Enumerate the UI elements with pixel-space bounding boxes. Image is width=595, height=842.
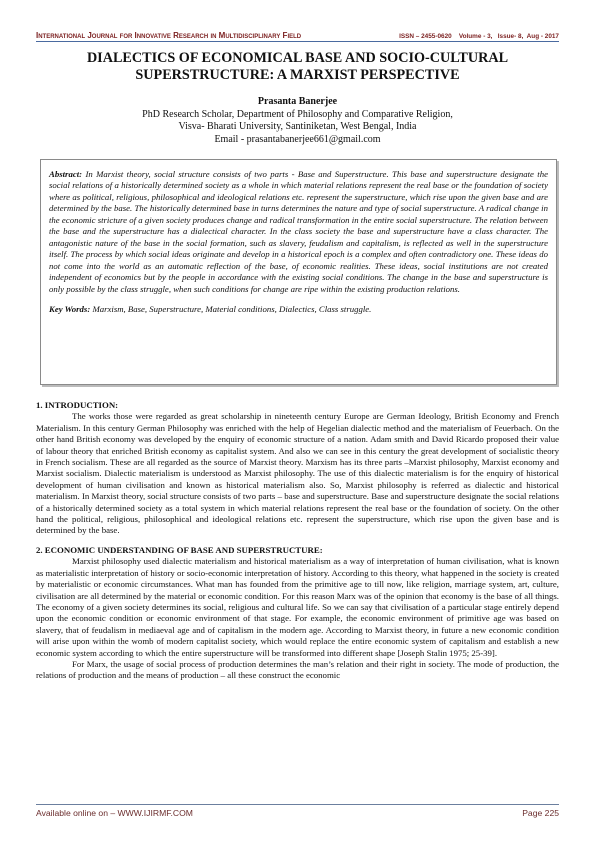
header-rule (36, 41, 559, 42)
volume: Volume - 3, (458, 33, 493, 40)
body-text (36, 400, 559, 682)
section-heading-introduction: 1. INTRODUCTION: (36, 400, 119, 410)
section-heading-economic-understanding: 2. ECONOMIC UNDERSTANDING OF BASE AND SUPERSTRUCTURE: (36, 544, 323, 555)
page-number: Page 225 (522, 808, 559, 818)
keywords (49, 304, 548, 315)
abstract-paragraph (49, 169, 548, 295)
abstract-text: In Marxist theory, social structure consists of two parts - Base and Superstructure. This base and superstructure designate the social relations of a historically determined society as a whole in which material relations represent the real base or the foundation of society where as political, religious, philosophical and ideological relations etc. represent the superstructure, which rise upon the given base and are determined by the base. The historically determined base in turns determines the nature and type of social superstructure. A radical change in the economic stricture of a given society produces change and radical transformation in the entire social superstructure. The relation between the base and the superstructure has a dialectical character. In the class society the base and superstructure have a class character. The antagonistic nature of the base in the social formation, such as slavery, feudalism and capitalism, is reflected as well in the superstructure itself. The process by which social ideas originate and develop in a historical epoch is a complex and often contradictory one. These ideas do not come into the world as an automatic reflection of the base, of economic realities. These ideas, social institutions are not created independent of economics but by the people in accordance with the existing social conditions. The change in the base and superstructure is only possible by the class struggle, when such conditions for change are ripe within the existing production relations. (49, 169, 548, 294)
author-email: Email - prasantabanerjee661@gmail.com (214, 133, 381, 145)
running-header (36, 26, 559, 40)
footer-rule (36, 804, 559, 805)
issue-date: Aug - 2017 (526, 33, 559, 40)
author-affiliation-2: Visva- Bharati University, Santiniketan, West Bengal, India (178, 121, 417, 132)
abstract-label: Abstract: (49, 169, 83, 179)
issn: ISSN – 2455-0620 (399, 33, 452, 40)
issue: Issue- 8, (497, 33, 524, 40)
keywords-label: Key Words: (49, 303, 91, 314)
author-name: Prasanta Banerjee (257, 96, 338, 107)
paragraph: Marxist philosophy used dialectic materialism and historical materialism as a way of interpretation of human civilisation, what is known as materialistic interpretation of history or socio-economic interpretation of history. According to this theory, what happened in the society is created by materialistic or economic circumstances. What man has founded from the primitive age to till now, like religion, marriage system, art, culture, civilisation are all determined by the material or economic condition. For this reason Marx was of the opinion that economy is the base of all things. The economy of a given society determines its social, religious and cultural life. So we can say that civilisation of a particular stage entirely depend upon the economic condition or economic environment of that stage. For example, the economic environment of primitive age was based on slavery, that of feudalism in mediaeval age and of capitalism in the modern age. According to Marxist theory, in future a new economic condition will arise upon within the womb of modern capitalist society, which would replace the entire economic system of capitalism and establish a new economic system according to which the entire superstructure will be transformed into different shape [Joseph Stalin 1975; 25-39]. (36, 556, 559, 658)
paper-title: DIALECTICS OF ECONOMICAL BASE AND SOCIO-CULTURAL SUPERSTRUCTURE: A MARXIST PERSPECTIVE (86, 50, 509, 83)
keywords-text: Marxism, Base, Superstructure, Material conditions, Dialectics, Class struggle. (92, 303, 372, 314)
journal-name: International Journal for Innovative Research in Multidisciplinary Field (36, 31, 302, 40)
author-affiliation-1: PhD Research Scholar, Department of Philosophy and Comparative Religion, (142, 108, 453, 120)
author-block (40, 96, 555, 146)
page-footer (36, 808, 559, 818)
abstract-box (40, 159, 557, 385)
footer-website[interactable]: Available online on – WWW.IJIRMF.COM (36, 808, 193, 818)
paragraph: For Marx, the usage of social process of production determines the man’s relation and their right in society. The mode of production, the relations of production and the means of production – all these construct the economic (36, 658, 559, 681)
issue-info (399, 33, 559, 40)
paragraph: The works those were regarded as great scholarship in nineteenth century Europe are German Ideology, British Economy and French Materialism. In this century German Philosophy was enriched with the help of Hegelian dialectic method and the materialism of Feuerbach. On the other hand British economy was developed by the enquiry of economic structure of a nation. Adam smith and David Ricardo proposed their value of labour theory that enriched British economy as capitalist system. And also we can see in this century the great development of socialistic theory in French socialism. These are all regarded as the source of Marxist theory. Marxism has its three parts –Marxist philosophy, Marxist economy and Marxist socialism. Dialectic materialism is understood as Marxist philosophy. The use of this dialectic materialism is for the enquiry of historical development of human civilisation and known as historical materialism also. So, Marxist philosophy is referred as dialectic and historical materialism. In Marxist theory, social structure consists of two parts – base and superstructure. Base and superstructure designate the social relations of a historically determined society as a total system in which material relations represent the real base or the foundation of society. On the other hand the political, religious, philosophical and ideological relations etc. represent the superstructure, which rise upon the given base and is determined by the base. (36, 411, 559, 536)
